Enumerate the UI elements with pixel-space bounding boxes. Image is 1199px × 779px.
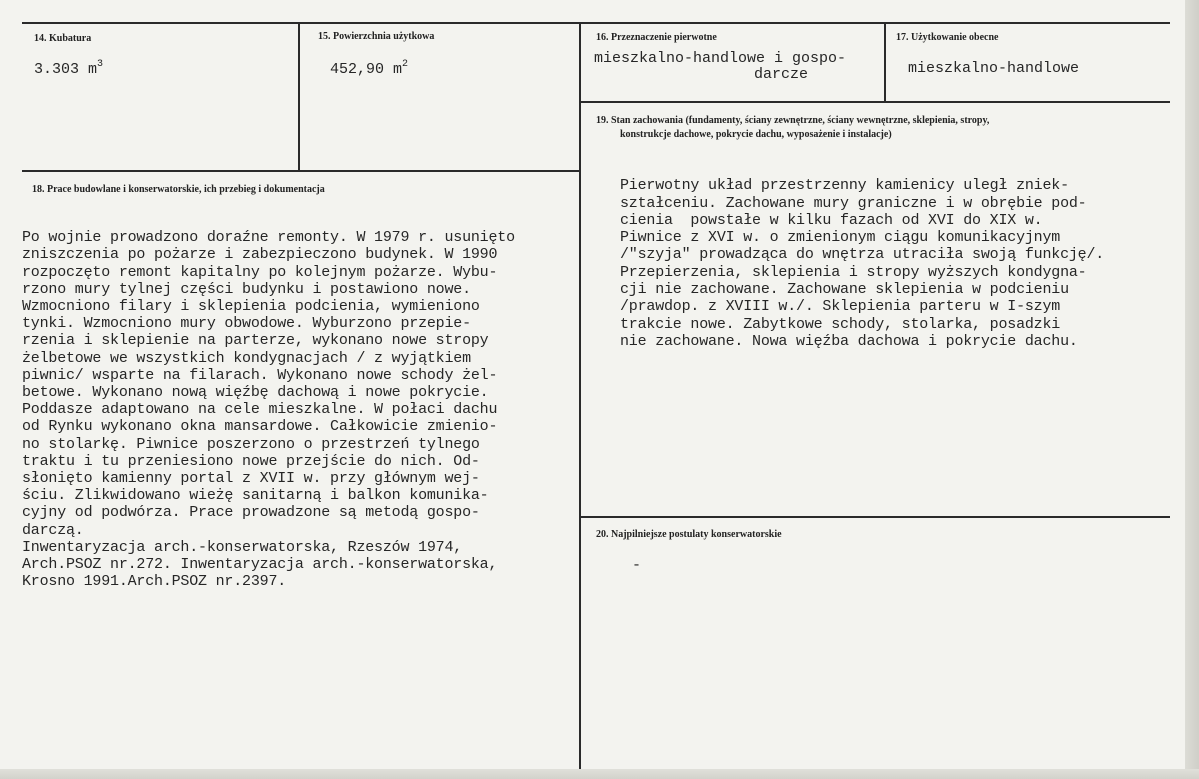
top-border [22, 22, 1170, 24]
prace-line: no stolarkę. Piwnice poszerzono o przestrzeń tylnego [22, 435, 480, 453]
kubatura-label: 14. Kubatura [34, 33, 92, 44]
prace-line: zniszczenia po pożarze i zabezpieczono budynek. W 1990 [22, 246, 498, 264]
divider-col-2 [579, 22, 581, 779]
kubatura-exponent: 3 [97, 59, 104, 70]
stan-line: cienia powstałe w kilku fazach od XVI do XIX w. [620, 211, 1043, 229]
prace-line: rozpoczęto remont kapitalny po kolejnym pożarze. Wybu- [22, 263, 498, 281]
divider-left-mid [22, 170, 580, 172]
prace-line: rzenia i sklepienie na parterze, wykonano nowe stropy [22, 332, 489, 350]
stan-line: /prawdop. z XVIII w./. Sklepienia parteru w I-szym [620, 298, 1061, 316]
divider-col-3 [884, 22, 886, 101]
powierzchnia-exponent: 2 [402, 59, 409, 70]
kubatura-number: 3.303 m [34, 61, 98, 78]
stan-line: /"szyja" prowadząca do wnętrza utraciła swoją funkcję/. [620, 246, 1105, 264]
prace-line: traktu i tu przeniesiono nowe przejście do nich. Od- [22, 452, 480, 470]
uzytkowanie-label: 17. Użytkowanie obecne [896, 32, 999, 43]
card-edge-bottom [0, 769, 1199, 779]
przeznaczenie-label: 16. Przeznaczenie pierwotne [596, 32, 717, 43]
prace-line: piwnic/ wsparte na filarach. Wykonano nowe schody żel- [22, 366, 498, 384]
stan-line: trakcie nowe. Zabytkowe schody, stolarka, posadzki [620, 315, 1061, 333]
prace-line: tynki. Wzmocniono mury obwodowe. Wyburzono przepie- [22, 315, 471, 333]
prace-line: od Rynku wykonano okna mansardowe. Całkowicie zmienio- [22, 418, 498, 436]
divider-right-lower [580, 516, 1170, 518]
kubatura-value [34, 60, 103, 78]
prace-line: Po wojnie prowadzono doraźne remonty. W 1979 r. usunięto [22, 229, 515, 247]
uzytkowanie-value: mieszkalno-handlowe [908, 60, 1080, 77]
prace-line: Wzmocniono filary i sklepienia podcienia, wymieniono [22, 298, 480, 316]
przeznaczenie-line-1: mieszkalno-handlowe i gospo- [594, 50, 847, 67]
stan-line: Piwnice z XVI w. o zmienionym ciągu komunikacyjnym [620, 229, 1061, 247]
prace-line: betowe. Wykonano nową więźbę dachową i nowe pokrycie. [22, 384, 489, 402]
prace-line: darczą. [22, 521, 84, 539]
prace-budowlane-label: 18. Prace budowlane i konserwatorskie, ich przebieg i dokumentacja [32, 184, 325, 195]
prace-budowlane-text [22, 212, 515, 590]
stan-line: Pierwotny układ przestrzenny kamienicy uległ zniek- [620, 177, 1069, 195]
prace-line: ściu. Zlikwidowano wieżę sanitarną i balkon komunika- [22, 487, 489, 505]
prace-line: Inwentaryzacja arch.-konserwatorska, Rzeszów 1974, [22, 538, 463, 556]
stan-line: cji nie zachowane. Zachowane sklepienia w podcieniu [620, 281, 1069, 299]
prace-line: Poddasze adaptowano na cele mieszkalne. W połaci dachu [22, 401, 498, 419]
divider-col-1 [298, 22, 300, 170]
card-edge-right [1185, 0, 1199, 779]
prace-line: żelbetowe we wszystkich kondygnacjach / z wyjątkiem [22, 349, 471, 367]
postulaty-label: 20. Najpilniejsze postulaty konserwatorskie [596, 529, 782, 540]
stan-line: nie zachowane. Nowa więźba dachowa i pokrycie dachu. [620, 332, 1078, 350]
prace-line: cyjny od podwórza. Prace prowadzone są metodą gospo- [22, 504, 480, 522]
prace-line: rzono mury tylnej części budynku i postawiono nowe. [22, 280, 471, 298]
powierzchnia-number: 452,90 m [330, 61, 403, 78]
prace-line: Arch.PSOZ nr.272. Inwentaryzacja arch.-konserwatorska, [22, 556, 498, 574]
stan-zachowania-label-1: 19. Stan zachowania (fundamenty, ściany zewnętrzne, ściany wewnętrzne, sklepienia, stropy, [596, 115, 990, 126]
powierzchnia-label: 15. Powierzchnia użytkowa [318, 31, 435, 42]
stan-zachowania-text [620, 160, 1104, 350]
postulaty-value: - [632, 557, 642, 574]
powierzchnia-value [330, 60, 408, 78]
przeznaczenie-line-2: darcze [754, 66, 809, 83]
divider-right-upper [580, 101, 1170, 103]
stan-line: Przepierzenia, sklepienia i stropy wyższych kondygna- [620, 263, 1087, 281]
prace-line: słonięto kamienny portal z XVII w. przy głównym wej- [22, 470, 480, 488]
prace-line: Krosno 1991.Arch.PSOZ nr.2397. [22, 573, 287, 591]
stan-line: ształceniu. Zachowane mury graniczne i w obrębie pod- [620, 194, 1087, 212]
stan-zachowania-label-2: konstrukcje dachowe, pokrycie dachu, wyposażenie i instalacje) [620, 129, 892, 140]
